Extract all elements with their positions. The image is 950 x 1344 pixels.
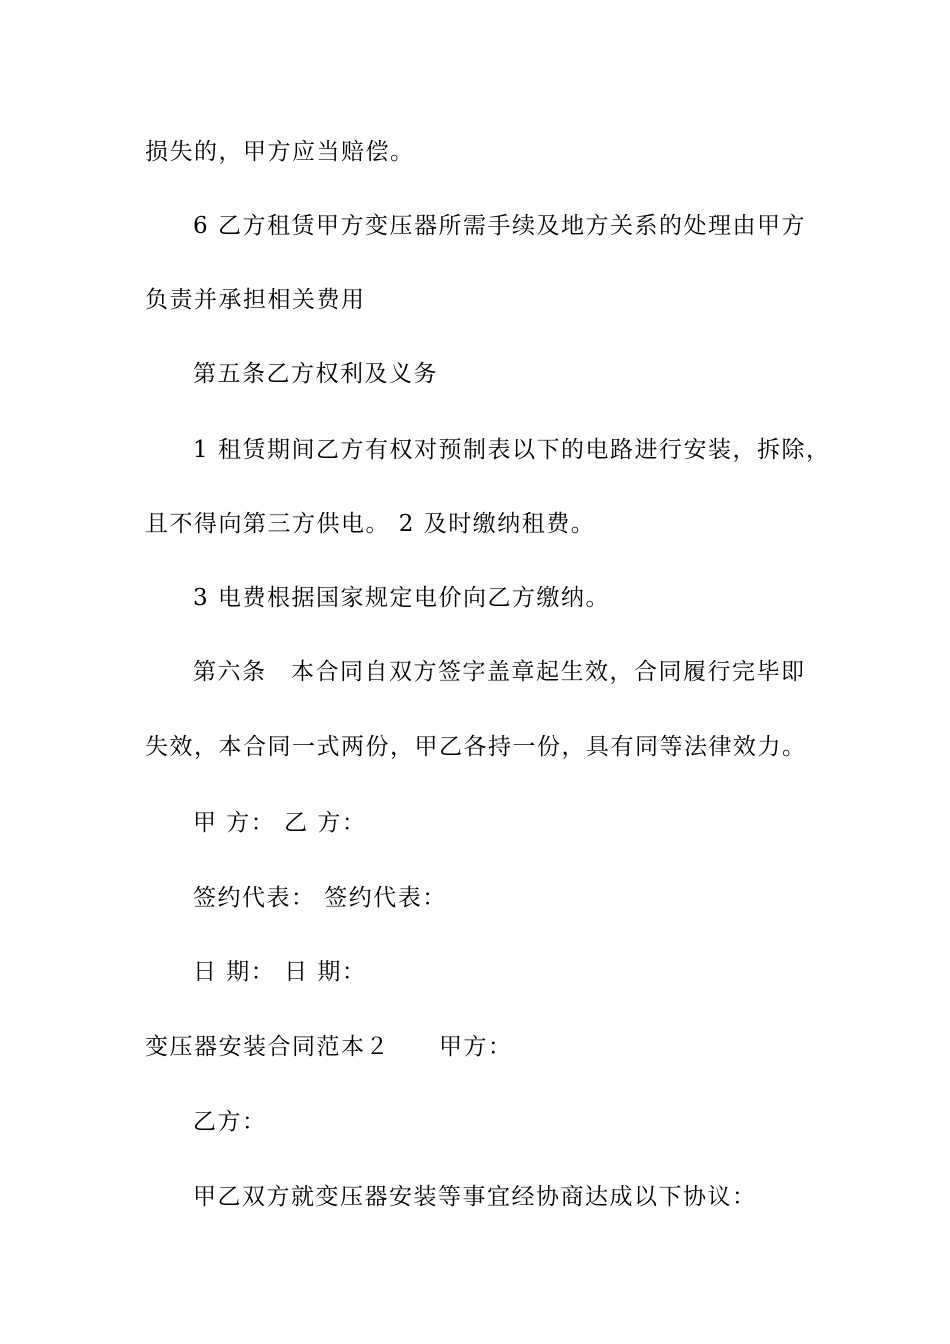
party-b-line: 乙方： [193,1109,267,1135]
article-5-heading: 第五条乙方权利及义务 [193,361,438,387]
text-line-article-5-item-3: 3 电费根据国家规定电价向乙方缴纳。 [193,585,610,611]
text-line-article-6-cont: 失效，本合同一式两份，甲乙各持一份，具有同等法律效力。 [145,734,807,760]
text-line-clause-6-cont: 负责并承担相关费用 [145,287,366,313]
date-signature-line: 日 期： 日 期： [193,959,367,985]
text-line-compensation: 损失的，甲方应当赔偿。 [145,139,415,165]
agreement-intro-line: 甲乙双方就变压器安装等事宜经协商达成以下协议： [193,1184,757,1210]
representative-signature-line: 签约代表： 签约代表： [193,885,447,911]
party-signature-line: 甲 方： 乙 方： [193,810,367,836]
text-line-clause-6: 6 乙方租赁甲方变压器所需手续及地方关系的处理由甲方 [193,213,806,239]
article-6-heading: 第六条 本合同自双方签字盖章起生效，合同履行完毕即 [193,659,806,685]
text-line-article-5-item-1: 1 租赁期间乙方有权对预制表以下的电路进行安装，拆除， [193,437,831,463]
contract-2-title: 变压器安装合同范本２ 甲方： [145,1034,513,1060]
text-line-article-5-item-1-cont: 且不得向第三方供电。 2 及时缴纳租费。 [145,511,596,537]
